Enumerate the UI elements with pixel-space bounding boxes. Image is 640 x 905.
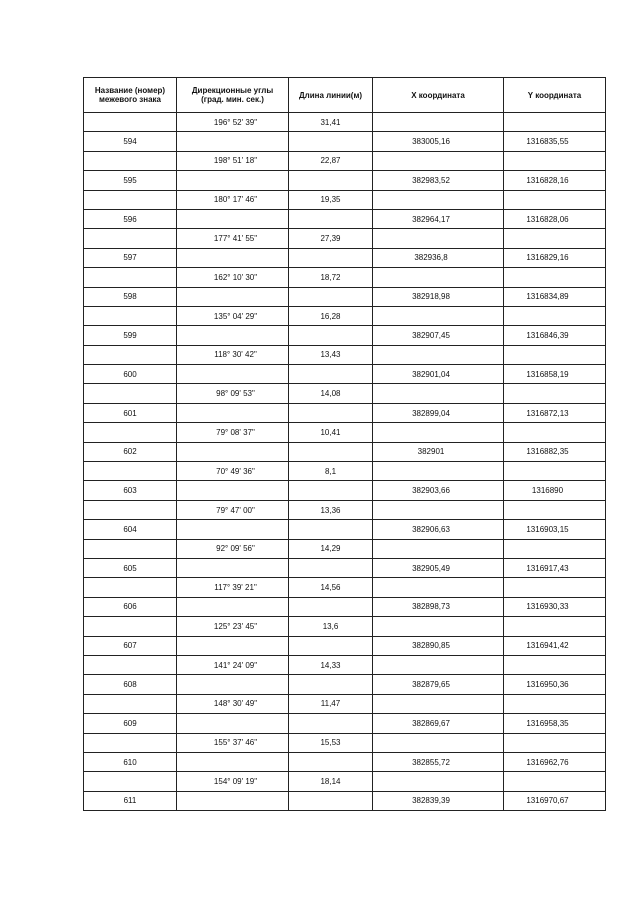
point-row — [84, 520, 606, 539]
header-direction-angle-line1: Дирекционные углы — [191, 86, 274, 95]
segment-empty-cell — [373, 733, 504, 752]
header-row — [84, 78, 606, 113]
point-name-cell: 599 — [84, 326, 177, 345]
line-length-cell: 27,39 — [289, 229, 373, 248]
line-length-cell: 13,43 — [289, 345, 373, 364]
line-length-cell: 8,1 — [289, 462, 373, 481]
point-empty-cell — [289, 171, 373, 190]
segment-empty-cell — [504, 190, 606, 209]
segment-empty-cell — [504, 384, 606, 403]
direction-angle-cell: 180° 17' 46" — [177, 190, 289, 209]
segment-empty-cell — [84, 578, 177, 597]
point-row — [84, 132, 606, 151]
y-coordinate-cell: 1316970,67 — [504, 791, 606, 810]
y-coordinate-cell: 1316882,35 — [504, 442, 606, 461]
line-length-cell: 13,36 — [289, 500, 373, 519]
point-name-cell: 597 — [84, 248, 177, 267]
point-row — [84, 558, 606, 577]
x-coordinate-cell: 382964,17 — [373, 209, 504, 228]
point-empty-cell — [289, 636, 373, 655]
point-empty-cell — [177, 403, 289, 422]
segment-empty-cell — [373, 423, 504, 442]
segment-empty-cell — [84, 229, 177, 248]
segment-empty-cell — [84, 268, 177, 287]
segment-empty-cell — [84, 500, 177, 519]
direction-angle-cell: 92° 09' 56" — [177, 539, 289, 558]
header-y-coordinate: Y координата — [504, 78, 606, 113]
segment-empty-cell — [504, 578, 606, 597]
table-body — [84, 113, 606, 811]
segment-row — [84, 423, 606, 442]
segment-row — [84, 384, 606, 403]
segment-row — [84, 268, 606, 287]
segment-empty-cell — [84, 617, 177, 636]
x-coordinate-cell: 382879,65 — [373, 675, 504, 694]
direction-angle-cell: 198° 51' 18" — [177, 151, 289, 170]
direction-angle-cell: 79° 08' 37" — [177, 423, 289, 442]
point-empty-cell — [177, 442, 289, 461]
segment-empty-cell — [504, 113, 606, 132]
point-name-cell: 609 — [84, 714, 177, 733]
x-coordinate-cell: 382918,98 — [373, 287, 504, 306]
y-coordinate-cell: 1316858,19 — [504, 365, 606, 384]
point-row — [84, 636, 606, 655]
line-length-cell: 14,56 — [289, 578, 373, 597]
point-row — [84, 171, 606, 190]
point-name-cell: 607 — [84, 636, 177, 655]
point-row — [84, 287, 606, 306]
segment-empty-cell — [84, 151, 177, 170]
x-coordinate-cell: 382906,63 — [373, 520, 504, 539]
line-length-cell: 22,87 — [289, 151, 373, 170]
segment-empty-cell — [504, 462, 606, 481]
segment-row — [84, 655, 606, 674]
segment-empty-cell — [373, 462, 504, 481]
segment-empty-cell — [504, 151, 606, 170]
segment-row — [84, 733, 606, 752]
segment-empty-cell — [504, 500, 606, 519]
point-name-cell: 594 — [84, 132, 177, 151]
x-coordinate-cell: 382890,85 — [373, 636, 504, 655]
point-empty-cell — [289, 326, 373, 345]
point-name-cell: 598 — [84, 287, 177, 306]
segment-empty-cell — [84, 345, 177, 364]
segment-row — [84, 694, 606, 713]
x-coordinate-cell: 382905,49 — [373, 558, 504, 577]
header-direction-angle — [177, 78, 289, 113]
point-empty-cell — [289, 403, 373, 422]
x-coordinate-cell: 382901,04 — [373, 365, 504, 384]
direction-angle-cell: 155° 37' 46" — [177, 733, 289, 752]
segment-empty-cell — [373, 229, 504, 248]
segment-empty-cell — [504, 229, 606, 248]
point-row — [84, 209, 606, 228]
segment-empty-cell — [373, 617, 504, 636]
x-coordinate-cell: 382983,52 — [373, 171, 504, 190]
point-row — [84, 403, 606, 422]
line-length-cell: 14,33 — [289, 655, 373, 674]
segment-empty-cell — [504, 306, 606, 325]
direction-angle-cell: 98° 09' 53" — [177, 384, 289, 403]
point-row — [84, 714, 606, 733]
point-empty-cell — [177, 481, 289, 500]
x-coordinate-cell: 382907,45 — [373, 326, 504, 345]
point-empty-cell — [177, 520, 289, 539]
direction-angle-cell: 135° 04' 29" — [177, 306, 289, 325]
segment-empty-cell — [504, 539, 606, 558]
y-coordinate-cell: 1316834,89 — [504, 287, 606, 306]
segment-empty-cell — [504, 772, 606, 791]
x-coordinate-cell: 382898,73 — [373, 597, 504, 616]
segment-empty-cell — [373, 345, 504, 364]
y-coordinate-cell: 1316846,39 — [504, 326, 606, 345]
segment-empty-cell — [373, 151, 504, 170]
point-empty-cell — [289, 558, 373, 577]
y-coordinate-cell: 1316872,13 — [504, 403, 606, 422]
header-x-coordinate: X координата — [373, 78, 504, 113]
table-header — [84, 78, 606, 113]
y-coordinate-cell: 1316962,76 — [504, 752, 606, 771]
line-length-cell: 14,29 — [289, 539, 373, 558]
line-length-cell: 10,41 — [289, 423, 373, 442]
segment-row — [84, 500, 606, 519]
line-length-cell: 13,6 — [289, 617, 373, 636]
direction-angle-cell: 125° 23' 45" — [177, 617, 289, 636]
header-line-length: Длина линии(м) — [289, 78, 373, 113]
segment-row — [84, 190, 606, 209]
segment-empty-cell — [504, 733, 606, 752]
point-row — [84, 675, 606, 694]
y-coordinate-cell: 1316828,16 — [504, 171, 606, 190]
segment-empty-cell — [373, 190, 504, 209]
point-empty-cell — [289, 520, 373, 539]
direction-angle-cell: 196° 52' 39" — [177, 113, 289, 132]
y-coordinate-cell: 1316917,43 — [504, 558, 606, 577]
y-coordinate-cell: 1316903,15 — [504, 520, 606, 539]
x-coordinate-cell: 382839,39 — [373, 791, 504, 810]
segment-empty-cell — [373, 113, 504, 132]
point-empty-cell — [177, 248, 289, 267]
segment-empty-cell — [373, 539, 504, 558]
segment-empty-cell — [373, 306, 504, 325]
point-empty-cell — [289, 481, 373, 500]
line-length-cell: 15,53 — [289, 733, 373, 752]
header-point-name-line2: межевого знака — [98, 95, 162, 104]
y-coordinate-cell: 1316941,42 — [504, 636, 606, 655]
segment-empty-cell — [373, 500, 504, 519]
direction-angle-cell: 70° 49' 36" — [177, 462, 289, 481]
direction-angle-cell: 177° 41' 55" — [177, 229, 289, 248]
segment-row — [84, 113, 606, 132]
point-empty-cell — [289, 209, 373, 228]
segment-row — [84, 306, 606, 325]
y-coordinate-cell: 1316930,33 — [504, 597, 606, 616]
point-row — [84, 326, 606, 345]
point-name-cell: 600 — [84, 365, 177, 384]
x-coordinate-cell: 382903,66 — [373, 481, 504, 500]
point-empty-cell — [177, 365, 289, 384]
x-coordinate-cell: 382869,67 — [373, 714, 504, 733]
point-empty-cell — [177, 287, 289, 306]
point-empty-cell — [289, 675, 373, 694]
x-coordinate-cell: 382936,8 — [373, 248, 504, 267]
point-empty-cell — [289, 365, 373, 384]
point-empty-cell — [289, 714, 373, 733]
point-name-cell: 606 — [84, 597, 177, 616]
segment-empty-cell — [504, 423, 606, 442]
point-name-cell: 610 — [84, 752, 177, 771]
point-empty-cell — [177, 636, 289, 655]
header-direction-angle-line2: (град. мин. сек.) — [201, 95, 264, 104]
segment-empty-cell — [373, 772, 504, 791]
header-point-name-line1: Название (номер) — [94, 86, 166, 95]
segment-empty-cell — [504, 345, 606, 364]
segment-empty-cell — [84, 694, 177, 713]
segment-empty-cell — [373, 384, 504, 403]
segment-empty-cell — [504, 268, 606, 287]
x-coordinate-cell: 382899,04 — [373, 403, 504, 422]
point-row — [84, 442, 606, 461]
point-name-cell: 602 — [84, 442, 177, 461]
y-coordinate-cell: 1316890 — [504, 481, 606, 500]
segment-empty-cell — [504, 655, 606, 674]
direction-angle-cell: 117° 39' 21" — [177, 578, 289, 597]
point-empty-cell — [177, 171, 289, 190]
segment-empty-cell — [84, 655, 177, 674]
segment-empty-cell — [84, 462, 177, 481]
segment-empty-cell — [84, 423, 177, 442]
point-empty-cell — [289, 287, 373, 306]
segment-row — [84, 462, 606, 481]
point-row — [84, 248, 606, 267]
point-row — [84, 481, 606, 500]
y-coordinate-cell: 1316958,35 — [504, 714, 606, 733]
line-length-cell: 31,41 — [289, 113, 373, 132]
segment-empty-cell — [84, 384, 177, 403]
line-length-cell: 19,35 — [289, 190, 373, 209]
point-empty-cell — [177, 597, 289, 616]
direction-angle-cell: 141° 24' 09" — [177, 655, 289, 674]
segment-empty-cell — [84, 539, 177, 558]
point-empty-cell — [177, 558, 289, 577]
point-name-cell: 608 — [84, 675, 177, 694]
point-empty-cell — [289, 132, 373, 151]
segment-row — [84, 229, 606, 248]
x-coordinate-cell: 383005,16 — [373, 132, 504, 151]
point-row — [84, 791, 606, 810]
direction-angle-cell: 162° 10' 30" — [177, 268, 289, 287]
segment-row — [84, 151, 606, 170]
y-coordinate-cell: 1316835,55 — [504, 132, 606, 151]
point-empty-cell — [177, 675, 289, 694]
segment-row — [84, 772, 606, 791]
segment-empty-cell — [504, 617, 606, 636]
x-coordinate-cell: 382901 — [373, 442, 504, 461]
line-length-cell: 16,28 — [289, 306, 373, 325]
segment-empty-cell — [84, 733, 177, 752]
point-name-cell: 596 — [84, 209, 177, 228]
point-empty-cell — [177, 132, 289, 151]
point-empty-cell — [289, 248, 373, 267]
segment-empty-cell — [504, 694, 606, 713]
point-empty-cell — [177, 326, 289, 345]
point-empty-cell — [289, 791, 373, 810]
segment-empty-cell — [373, 578, 504, 597]
header-point-name — [84, 78, 177, 113]
segment-empty-cell — [373, 655, 504, 674]
direction-angle-cell: 148° 30' 49" — [177, 694, 289, 713]
point-empty-cell — [289, 597, 373, 616]
line-length-cell: 18,14 — [289, 772, 373, 791]
segment-row — [84, 578, 606, 597]
point-empty-cell — [289, 752, 373, 771]
segment-row — [84, 539, 606, 558]
point-empty-cell — [177, 209, 289, 228]
line-length-cell: 11,47 — [289, 694, 373, 713]
direction-angle-cell: 79° 47' 00" — [177, 500, 289, 519]
point-name-cell: 601 — [84, 403, 177, 422]
segment-empty-cell — [84, 306, 177, 325]
direction-angle-cell: 118° 30' 42" — [177, 345, 289, 364]
point-name-cell: 604 — [84, 520, 177, 539]
segment-empty-cell — [84, 113, 177, 132]
segment-empty-cell — [84, 772, 177, 791]
x-coordinate-cell: 382855,72 — [373, 752, 504, 771]
point-empty-cell — [177, 714, 289, 733]
boundary-coordinates-table — [83, 77, 606, 811]
point-empty-cell — [177, 791, 289, 810]
y-coordinate-cell: 1316828,06 — [504, 209, 606, 228]
point-name-cell: 611 — [84, 791, 177, 810]
point-name-cell: 605 — [84, 558, 177, 577]
point-name-cell: 603 — [84, 481, 177, 500]
segment-empty-cell — [84, 190, 177, 209]
segment-row — [84, 345, 606, 364]
y-coordinate-cell: 1316950,36 — [504, 675, 606, 694]
point-name-cell: 595 — [84, 171, 177, 190]
point-row — [84, 752, 606, 771]
segment-empty-cell — [373, 694, 504, 713]
segment-row — [84, 617, 606, 636]
line-length-cell: 18,72 — [289, 268, 373, 287]
point-empty-cell — [289, 442, 373, 461]
point-row — [84, 365, 606, 384]
segment-empty-cell — [373, 268, 504, 287]
direction-angle-cell: 154° 09' 19" — [177, 772, 289, 791]
point-empty-cell — [177, 752, 289, 771]
line-length-cell: 14,08 — [289, 384, 373, 403]
y-coordinate-cell: 1316829,16 — [504, 248, 606, 267]
point-row — [84, 597, 606, 616]
